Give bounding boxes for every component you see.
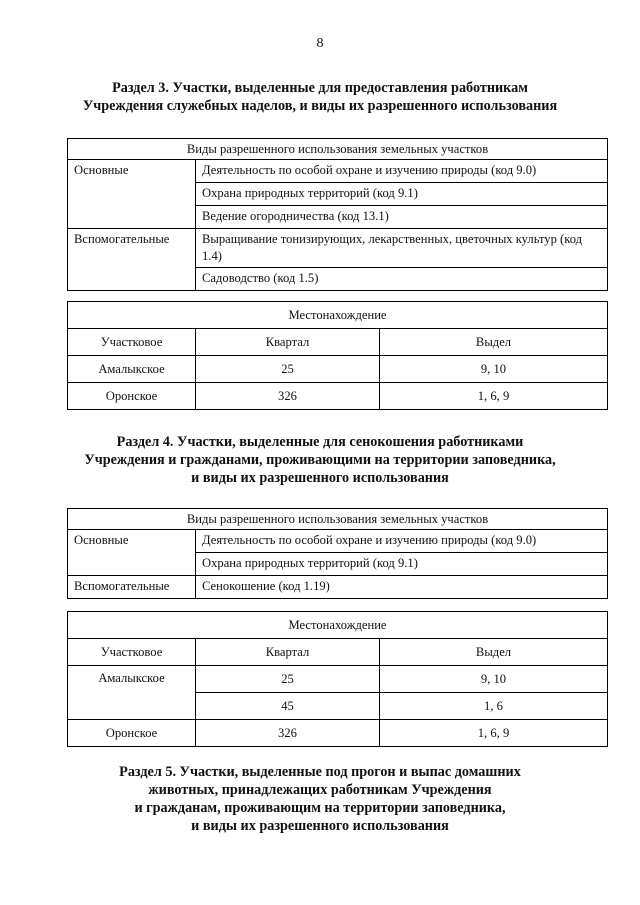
cell-allotment: 1, 6, 9 [380, 720, 608, 747]
location-header: Местонахождение [68, 612, 608, 639]
uses-header-row [68, 509, 608, 530]
location-columns-row [68, 639, 608, 666]
section3-title [40, 79, 600, 115]
use-item: Охрана природных территорий (код 9.1) [196, 183, 608, 206]
section5-title [40, 763, 600, 835]
cell-allotment: 9, 10 [380, 666, 608, 693]
use-item: Выращивание тонизирующих, лекарственных, цветочных культур (код 1.4) [196, 229, 608, 268]
cell-allotment: 1, 6 [380, 693, 608, 720]
section4-title-line2: Учреждения и гражданами, проживающими на территории заповедника, [84, 452, 556, 468]
location-header-row [68, 302, 608, 329]
location-header: Местонахождение [68, 302, 608, 329]
page-number: 8 [316, 36, 324, 51]
use-item: Деятельность по особой охране и изучению природы (код 9.0) [196, 530, 608, 553]
section5-title-line2: животных, принадлежащих работникам Учреждения [148, 782, 492, 798]
category-aux: Вспомогательные [68, 229, 196, 291]
cell-district: Оронское [68, 383, 196, 410]
table-row [68, 356, 608, 383]
section4-location-table [67, 611, 608, 747]
section4-title [40, 433, 600, 487]
table-row [68, 160, 608, 183]
uses-header-row [68, 139, 608, 160]
cell-district: Амалыкское [68, 666, 196, 720]
cell-district: Оронское [68, 720, 196, 747]
column-header-district: Участковое [68, 329, 196, 356]
category-main: Основные [68, 160, 196, 229]
category-main: Основные [68, 530, 196, 576]
table-row [68, 229, 608, 268]
cell-quarter: 326 [196, 720, 380, 747]
cell-district: Амалыкское [68, 356, 196, 383]
section5-title-line1: Раздел 5. Участки, выделенные под прогон и выпас домашних [119, 764, 521, 780]
section3-uses-table [67, 138, 608, 291]
section3-location-table [67, 301, 608, 410]
table-row [68, 666, 608, 693]
table-row [68, 383, 608, 410]
cell-quarter: 25 [196, 666, 380, 693]
section5-title-line3: и гражданам, проживающим на территории заповедника, [134, 800, 506, 816]
table-row [68, 720, 608, 747]
use-item: Ведение огородничества (код 13.1) [196, 206, 608, 229]
location-columns-row [68, 329, 608, 356]
table-row [68, 576, 608, 599]
section4-title-line1: Раздел 4. Участки, выделенные для сенокошения работниками [116, 434, 524, 450]
uses-header: Виды разрешенного использования земельных участков [68, 139, 608, 160]
table-row [68, 530, 608, 553]
cell-quarter: 326 [196, 383, 380, 410]
section4-title-line3: и виды их разрешенного использования [191, 470, 449, 486]
use-item: Охрана природных территорий (код 9.1) [196, 553, 608, 576]
cell-quarter: 45 [196, 693, 380, 720]
section3-title-line1: Раздел 3. Участки, выделенные для предоставления работникам [112, 80, 528, 96]
column-header-allotment: Выдел [380, 639, 608, 666]
location-header-row [68, 612, 608, 639]
section4-uses-table [67, 508, 608, 599]
use-item: Сенокошение (код 1.19) [196, 576, 608, 599]
use-item: Деятельность по особой охране и изучению природы (код 9.0) [196, 160, 608, 183]
cell-allotment: 1, 6, 9 [380, 383, 608, 410]
column-header-quarter: Квартал [196, 639, 380, 666]
column-header-allotment: Выдел [380, 329, 608, 356]
column-header-district: Участковое [68, 639, 196, 666]
uses-header: Виды разрешенного использования земельных участков [68, 509, 608, 530]
category-aux: Вспомогательные [68, 576, 196, 599]
section5-title-line4: и виды их разрешенного использования [191, 818, 449, 834]
section3-title-line2: Учреждения служебных наделов, и виды их разрешенного использования [82, 98, 558, 114]
cell-allotment: 9, 10 [380, 356, 608, 383]
use-item: Садоводство (код 1.5) [196, 268, 608, 291]
cell-quarter: 25 [196, 356, 380, 383]
column-header-quarter: Квартал [196, 329, 380, 356]
